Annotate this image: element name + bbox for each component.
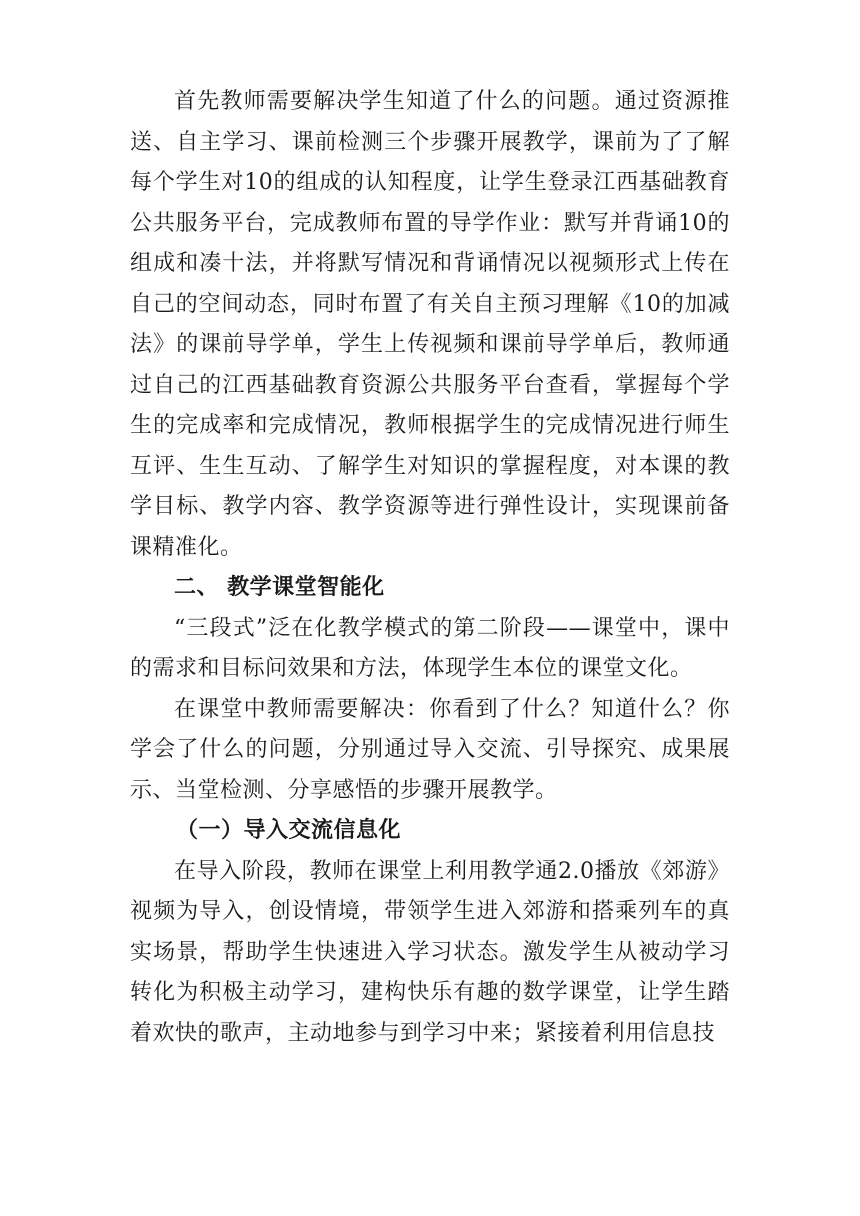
subsection-heading-intro: （一）导入交流信息化 bbox=[176, 818, 402, 843]
paragraph-three-stage-model: “三段式”泛在化教学模式的第二阶段——课堂中，课中的需求和目标问效果和方法，体现学生本位的课堂文化。 bbox=[130, 615, 730, 681]
section-heading-classroom: 二、 教学课堂智能化 bbox=[174, 575, 385, 600]
document-page bbox=[130, 82, 730, 1054]
paragraph-classroom-steps: 在课堂中教师需要解决：你看到了什么？知道什么？你学会了什么的问题，分别通过导入交流、引导探究、成果展示、当堂检测、分享感悟的步骤开展教学。 bbox=[130, 696, 730, 803]
paragraph-intro-stage: 在导入阶段，教师在课堂上利用教学通2.0播放《郊游》视频为导入，创设情境，带领学生进入郊游和搭乘列车的真实场景，帮助学生快速进入学习状态。激发学生从被动学习转化为积极主动学习，建构快乐有趣的数学课堂，让学生踏着欢快的歌声，主动地参与到学习中来；紧接着利用信息技 bbox=[130, 858, 730, 1046]
paragraph-lesson-prep: 首先教师需要解决学生知道了什么的问题。通过资源推送、自主学习、课前检测三个步骤开展教学，课前为了了解每个学生对10的组成的认知程度，让学生登录江西基础教育公共服务平台，完成教师布置的导学作业：默写并背诵10的组成和凑十法，并将默写情况和背诵情况以视频形式上传在自己的空间动态，同时布置了有关自主预习理解《10的加减法》的课前导学单，学生上传视频和课前导学单后，教师通过自己的江西基础教育资源公共服务平台查看，掌握每个学生的完成率和完成情况，教师根据学生的完成情况进行师生互评、生生互动、了解学生对知识的掌握程度，对本课的教学目标、教学内容、教学资源等进行弹性设计，实现课前备课精准化。 bbox=[130, 89, 730, 560]
